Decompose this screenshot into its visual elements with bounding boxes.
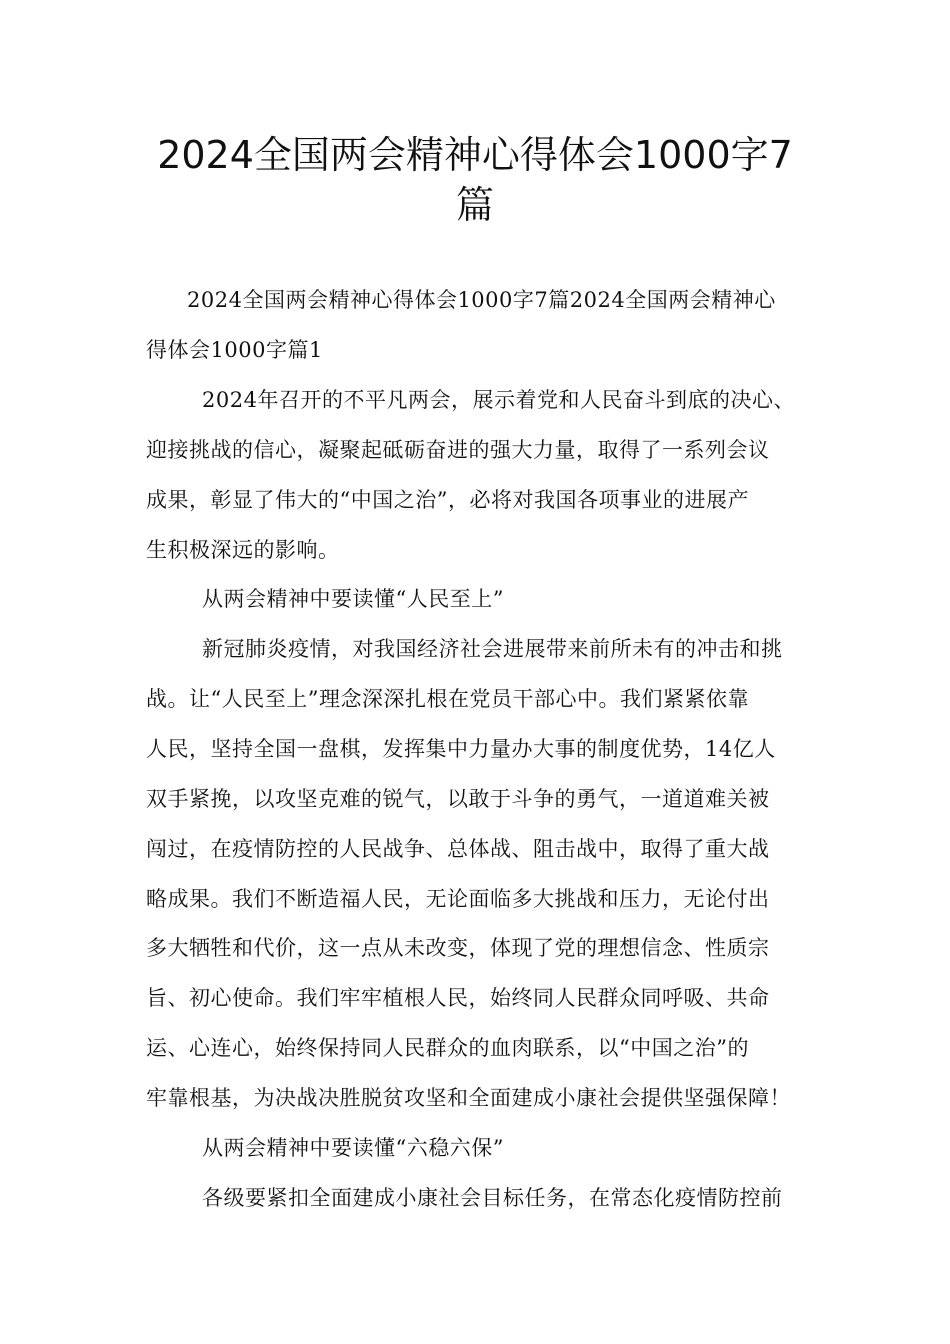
text-line-8: 新冠肺炎疫情，对我国经济社会进展带来前所未有的冲击和挑 [202,637,783,661]
text-line-15: 旨、初心使命。我们牢牢植根人民，始终同人民群众同呼吸、共命 [146,986,770,1010]
text-line-2: 得体会1000字篇1 [146,338,323,362]
document-title-line-2: 篇 [455,183,494,227]
text-line-6: 生积极深远的影响。 [146,538,340,562]
text-line-11: 双手紧挽，以攻坚克难的锐气，以敢于斗争的勇气，一道道难关被 [146,787,770,811]
section-heading-1: 从两会精神中要读懂“人民至上” [202,587,504,611]
text-line-10: 人民，坚持全国一盘棋，发挥集中力量办大事的制度优势，14亿人 [146,737,776,761]
text-line-5: 成果，彰显了伟大的“中国之治”，必将对我国各项事业的进展产 [146,488,749,512]
text-line-17: 牢靠根基，为决战决胜脱贫攻坚和全面建成小康社会提供坚强保障！ [146,1086,791,1110]
text-line-19: 各级要紧扣全面建成小康社会目标任务，在常态化疫情防控前 [202,1186,783,1210]
text-line-12: 闯过，在疫情防控的人民战争、总体战、阻击战中，取得了重大战 [146,837,770,861]
text-line-14: 多大牺牲和代价，这一点从未改变，体现了党的理想信念、性质宗 [146,936,770,960]
text-line-3: 2024年召开的不平凡两会，展示着党和人民奋斗到底的决心、 [202,388,795,412]
text-line-4: 迎接挑战的信心，凝聚起砥砺奋进的强大力量，取得了一系列会议 [146,438,770,462]
document-title-line-1: 2024全国两会精神心得体会1000字7 [157,133,793,177]
text-line-16: 运、心连心，始终保持同人民群众的血肉联系，以“中国之治”的 [146,1036,749,1060]
section-heading-2: 从两会精神中要读懂“六稳六保” [202,1136,504,1160]
text-line-1: 2024全国两会精神心得体会1000字7篇2024全国两会精神心 [187,288,776,312]
text-line-13: 略成果。我们不断造福人民，无论面临多大挑战和压力，无论付出 [146,887,770,911]
text-line-9: 战。让“人民至上”理念深深扎根在党员干部心中。我们紧紧依靠 [146,687,749,711]
